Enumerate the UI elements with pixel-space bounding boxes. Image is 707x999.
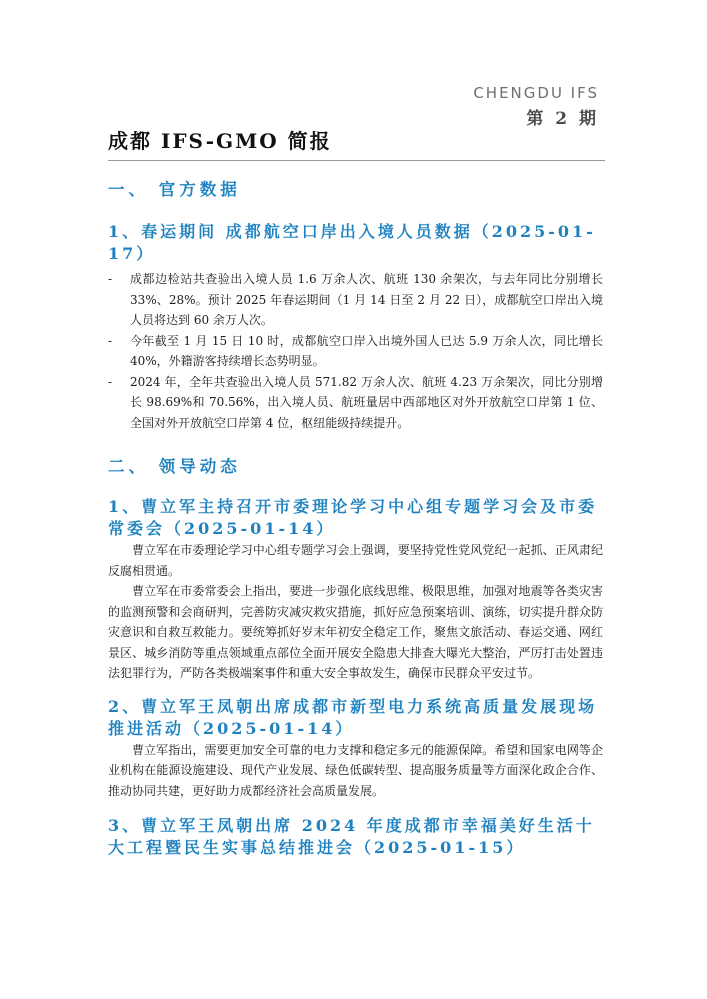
paragraph: 曹立军在市委常委会上指出，要进一步强化底线思维、极限思维，加强对地震等各类灾害的监测预警和会商研判，完善防灾减灾救灾措施，抓好应急预案培训、演练，切实提升群众防灾意识和自救互救能力。要统筹抓好岁末年初安全稳定工作，聚焦文旅活动、春运交通、网红景区、城乡消防等重点领域重点部位全面开展安全隐患大排查大曝光大整治，严厉打击处置违法犯罪行为，严防各类极端案事件和重大安全事故发生，确保市民群众平安过节。	[108, 584, 603, 680]
item-title-study-session: 1、曹立军主持召开市委理论学习中心组专题学习会及市委常委会（2025-01-14）	[108, 497, 598, 538]
document-body	[108, 172, 603, 859]
issue-number: 第 2 期	[526, 109, 599, 129]
bullet-dash: -	[108, 374, 113, 389]
section-heading-leaders: 二、 领导动态	[108, 457, 241, 476]
bullet-list	[108, 269, 603, 433]
paragraph: 曹立军在市委理论学习中心组专题学习会上强调，要坚持党性党风党纪一起抓、正风肃纪反腐相贯通。	[108, 543, 603, 578]
brand-name: CHENGDU IFS	[473, 84, 599, 102]
list-item: - 成都边检站共查验出入境人员 1.6 万余人次、航班 130 余架次，与去年同比分别增长 33%、28%。预计 2025 年春运期间（1 月 14 日至 2 月 22 日），成都航空口岸出入境人员将达到 60 余万人次。	[108, 269, 603, 331]
paragraph: 曹立军指出，需要更加安全可靠的电力支撑和稳定多元的能源保障。希望和国家电网等企业机构在能源设施建设、现代产业发展、绿色低碳转型、提高服务质量等方面深化政企合作、推动协同共建，更好助力成都经济社会高质量发展。	[108, 742, 603, 798]
bullet-dash: -	[108, 272, 113, 286]
section-heading-official-data: 一、 官方数据	[108, 180, 241, 199]
item-title-livelihood-projects: 3、曹立军王凤朝出席 2024 年度成都市幸福美好生活十大工程暨民生实事总结推进会（2025-01-15）	[108, 816, 595, 857]
item-title-power-system: 2、曹立军王凤朝出席成都市新型电力系统高质量发展现场推进活动（2025-01-14）	[108, 696, 598, 738]
list-item: - 2024 年，全年共查验出入境人员 571.82 万余人次、航班 4.23 万余架次，同比分别增长 98.69%和 70.56%，出入境人员、航班量居中西部地区对外开放航空口岸第 1 位、全国对外开放航空口岸第 4 位，枢纽能级持续提升。	[108, 372, 603, 434]
list-item: - 今年截至 1 月 15 日 10 时，成都航空口岸入出境外国人已达 5.9 万余人次，同比增长 40%，外籍游客持续增长态势明显。	[108, 331, 603, 372]
item-title-spring-travel: 1、春运期间 成都航空口岸出入境人员数据（2025-01-17）	[108, 222, 596, 263]
header-divider	[108, 160, 605, 161]
document-title: 成都 IFS-GMO 简报	[108, 129, 332, 153]
bullet-dash: -	[108, 333, 113, 348]
